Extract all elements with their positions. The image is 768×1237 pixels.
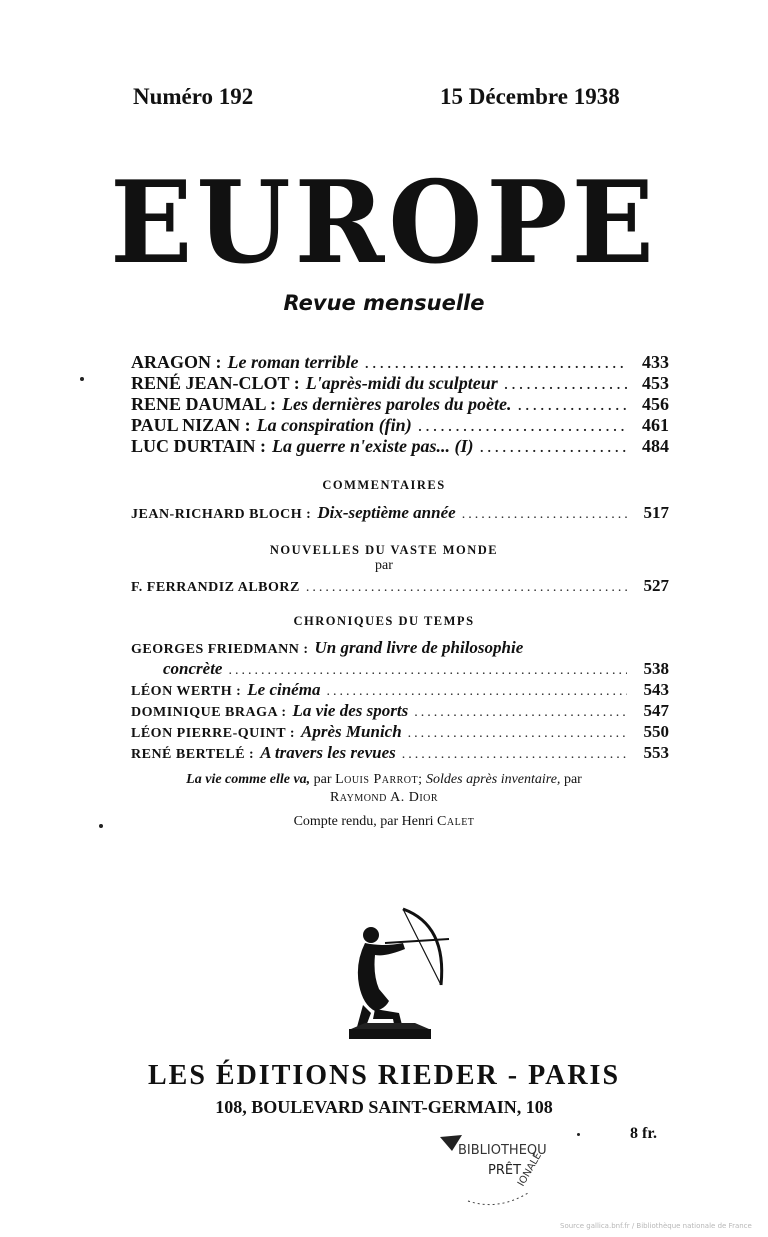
chroniques-list bbox=[131, 638, 669, 764]
note-line-1 bbox=[0, 772, 768, 788]
issue-date: 15 Décembre 1938 bbox=[440, 84, 620, 109]
note-text: Compte rendu, par Henri bbox=[293, 814, 434, 829]
note-title-b: Soldes après inventaire, bbox=[426, 772, 561, 787]
entry-page: 543 bbox=[643, 680, 669, 699]
par-label: par bbox=[375, 558, 393, 573]
section-heading-nouvelles: NOUVELLES DU VASTE MONDE bbox=[269, 543, 499, 557]
entry-page: 527 bbox=[643, 576, 669, 595]
entry-page: 553 bbox=[643, 743, 669, 762]
entry-page: 547 bbox=[643, 701, 669, 720]
entry-page: 538 bbox=[643, 659, 669, 678]
entry-page: 453 bbox=[642, 373, 669, 393]
journal-subtitle: Revue mensuelle bbox=[283, 291, 485, 315]
entry-page: 550 bbox=[643, 722, 669, 741]
note-author-a: Louis Parrot; bbox=[335, 772, 423, 787]
entry-title: Les dernières paroles du poète. bbox=[282, 394, 512, 414]
library-stamp-icon bbox=[438, 1131, 578, 1211]
entry-title: Un grand livre de philosophie bbox=[314, 638, 524, 657]
leader-dots bbox=[418, 415, 627, 436]
entry-title: L'après-midi du sculpteur bbox=[305, 373, 498, 393]
contents-entry[interactable] bbox=[131, 503, 669, 524]
entry-title: La guerre n'existe pas... (I) bbox=[272, 436, 474, 456]
nouvelles-list bbox=[131, 576, 669, 597]
stamp-line-1: BIBLIOTHEQU bbox=[458, 1143, 547, 1158]
contents-list bbox=[131, 352, 669, 457]
contents-entry-first-line[interactable] bbox=[131, 638, 669, 659]
issue-number: Numéro 192 bbox=[133, 84, 254, 109]
leader-dots bbox=[480, 436, 627, 457]
contents-entry[interactable] bbox=[131, 680, 669, 701]
leader-dots bbox=[408, 726, 627, 742]
entry-title-continued: concrète bbox=[163, 659, 223, 678]
section-heading-commentaires: COMMENTAIRES bbox=[322, 478, 446, 492]
stamp-line-2: PRÊT bbox=[488, 1163, 522, 1178]
note-by: par bbox=[563, 772, 582, 787]
entry-author: LÉON WERTH : bbox=[131, 684, 242, 699]
publisher-name: LES ÉDITIONS RIEDER - PARIS bbox=[147, 1060, 621, 1091]
entry-page: 433 bbox=[642, 352, 669, 372]
entry-title: Dix-septième année bbox=[317, 503, 456, 522]
scan-speck bbox=[80, 377, 84, 381]
journal-title: EUROPE bbox=[110, 156, 658, 290]
entry-title: A travers les revues bbox=[260, 743, 396, 762]
leader-dots bbox=[414, 705, 627, 721]
scan-speck bbox=[99, 824, 103, 828]
contents-entry[interactable] bbox=[131, 394, 669, 415]
leader-dots bbox=[326, 684, 627, 700]
note-line-2: Raymond A. Dior bbox=[329, 790, 439, 805]
entry-title: Après Munich bbox=[301, 722, 402, 741]
entry-page: 517 bbox=[643, 503, 669, 522]
contents-entry[interactable] bbox=[131, 576, 669, 597]
contents-entry[interactable] bbox=[131, 373, 669, 394]
archer-emblem-icon bbox=[345, 905, 455, 1045]
entry-author: ARAGON : bbox=[131, 352, 222, 372]
entry-title: Le cinéma bbox=[247, 680, 321, 699]
note-title-a: La vie comme elle va, bbox=[186, 772, 311, 787]
contents-entry[interactable] bbox=[131, 436, 669, 457]
leader-dots bbox=[228, 663, 627, 679]
entry-title: La vie des sports bbox=[292, 701, 409, 720]
entry-author: RENÉ JEAN-CLOT : bbox=[131, 373, 300, 393]
leader-dots bbox=[462, 507, 627, 523]
entry-author: LÉON PIERRE-QUINT : bbox=[131, 726, 296, 741]
contents-entry[interactable] bbox=[131, 743, 669, 764]
contents-entry[interactable] bbox=[131, 701, 669, 722]
entry-page: 456 bbox=[642, 394, 669, 414]
price: 8 fr. bbox=[630, 1125, 657, 1142]
note-by: par bbox=[313, 772, 332, 787]
leader-dots bbox=[365, 352, 628, 373]
entry-author: RENÉ BERTELÉ : bbox=[131, 747, 255, 762]
entry-author: JEAN-RICHARD BLOCH : bbox=[131, 507, 312, 522]
leader-dots bbox=[402, 747, 627, 763]
entry-author: F. FERRANDIZ ALBORZ bbox=[131, 580, 300, 595]
scan-speck bbox=[577, 1133, 580, 1136]
contents-entry[interactable] bbox=[131, 352, 669, 373]
entry-page: 484 bbox=[642, 436, 669, 456]
entry-title: La conspiration (fin) bbox=[256, 415, 412, 435]
source-credit: Source gallica.bnf.fr / Bibliothèque nationale de France bbox=[560, 1222, 752, 1230]
leader-dots bbox=[306, 580, 627, 596]
publisher-address: 108, BOULEVARD SAINT-GERMAIN, 108 bbox=[215, 1097, 553, 1117]
contents-entry[interactable] bbox=[131, 722, 669, 743]
entry-author: RENE DAUMAL : bbox=[131, 394, 277, 414]
section-heading-chroniques: CHRONIQUES DU TEMPS bbox=[293, 614, 475, 628]
entry-title: Le roman terrible bbox=[227, 352, 359, 372]
entry-page: 461 bbox=[642, 415, 669, 435]
note-line-3 bbox=[0, 814, 768, 830]
commentaires-list bbox=[131, 503, 669, 524]
entry-author: DOMINIQUE BRAGA : bbox=[131, 705, 287, 720]
entry-author: PAUL NIZAN : bbox=[131, 415, 251, 435]
leader-dots bbox=[504, 373, 627, 394]
leader-dots bbox=[518, 394, 628, 415]
stamp-line-3: IONALE bbox=[516, 1150, 545, 1189]
contents-entry-continuation[interactable] bbox=[131, 659, 669, 680]
entry-author: LUC DURTAIN : bbox=[131, 436, 267, 456]
entry-author: GEORGES FRIEDMANN : bbox=[131, 642, 309, 657]
contents-entry[interactable] bbox=[131, 415, 669, 436]
note-author: Calet bbox=[437, 814, 475, 829]
